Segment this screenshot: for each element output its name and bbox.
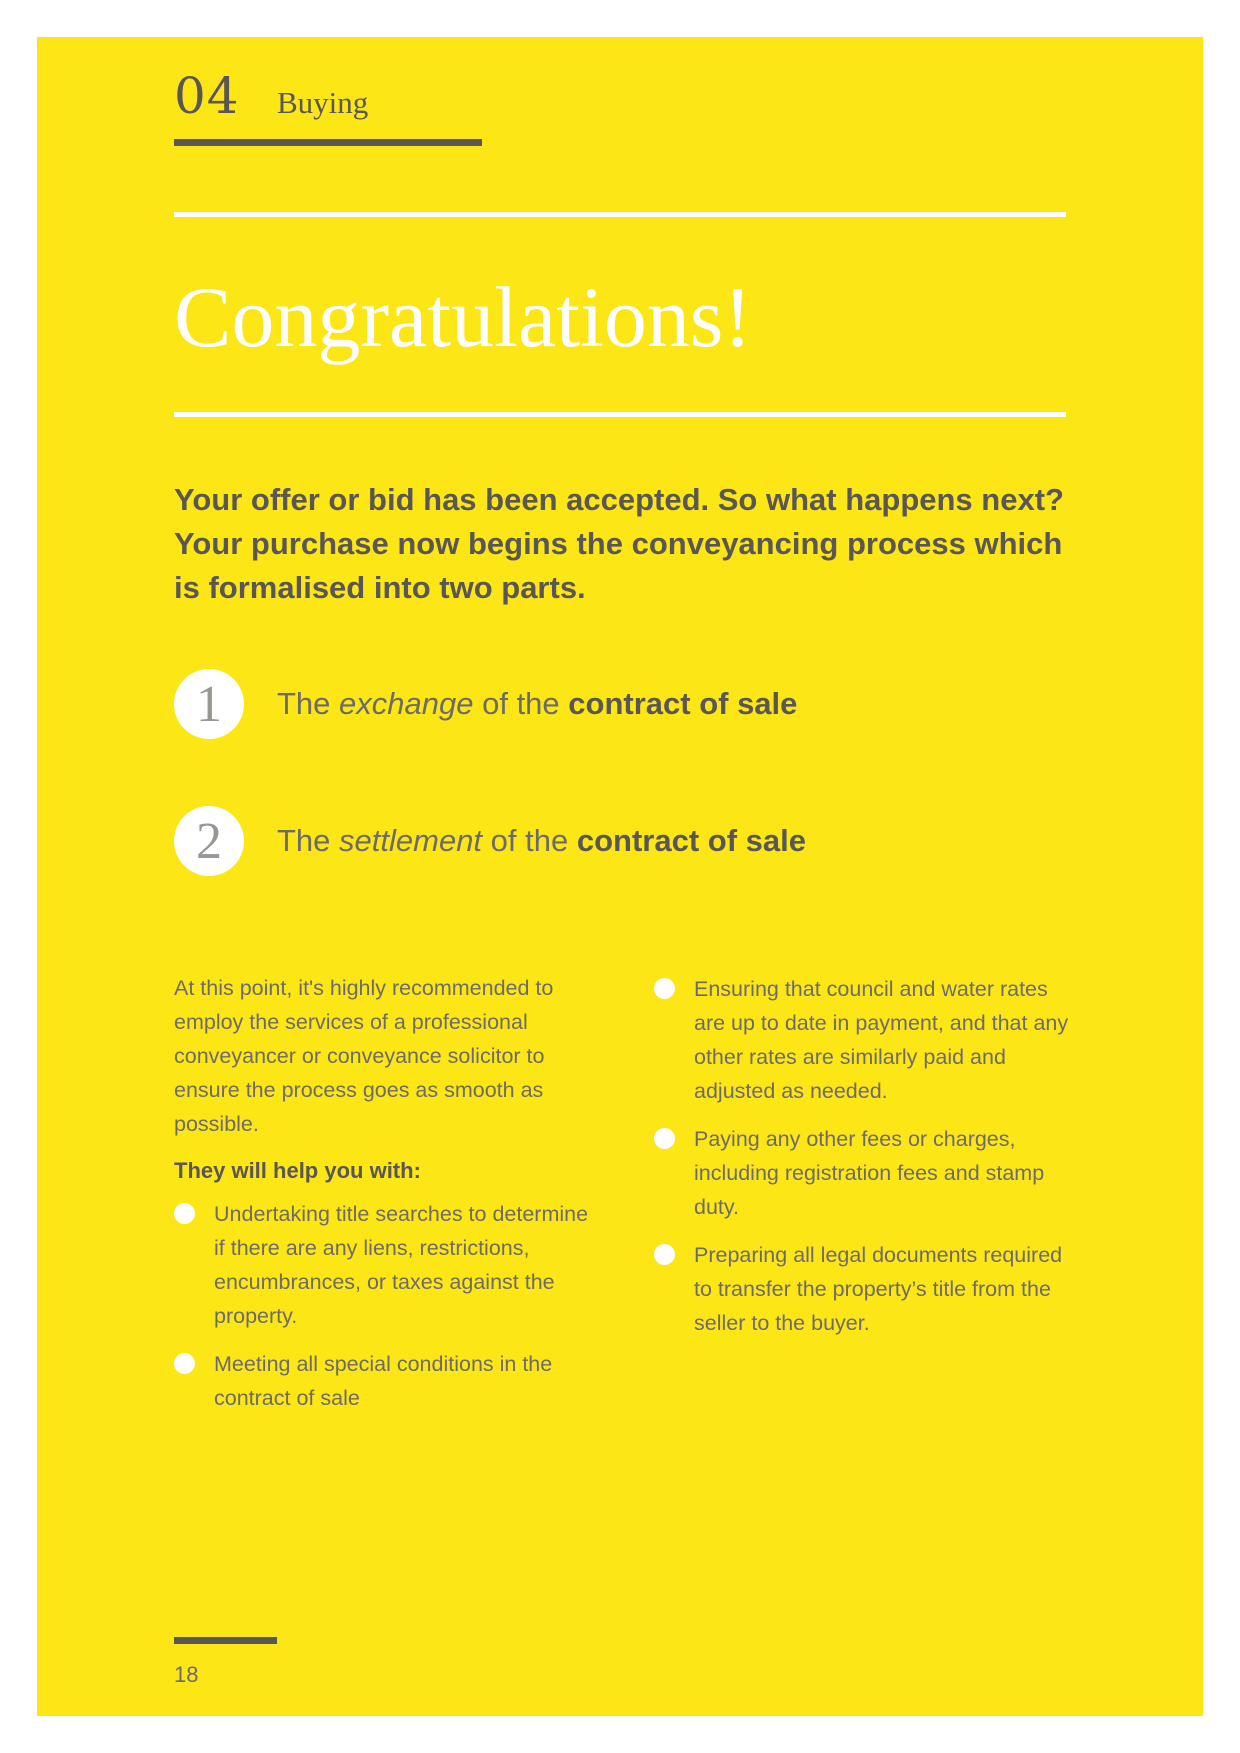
section-underline — [174, 139, 482, 146]
step-text — [277, 686, 797, 722]
brochure-page — [37, 37, 1203, 1716]
list-item — [174, 1347, 594, 1415]
list-item-text: Meeting all special conditions in the contract of sale — [214, 1352, 553, 1410]
body-paragraph: At this point, it's highly recommended to employ the services of a professional conveyancer or conveyance solicitor to ensure the process goes as smooth as possible. — [174, 976, 554, 1136]
left-column — [174, 971, 594, 1429]
step-text-emphasis: exchange — [339, 686, 474, 721]
step-text — [277, 823, 806, 859]
list-item — [654, 972, 1074, 1108]
step-item-1 — [174, 669, 797, 739]
section-number: 04 — [174, 67, 240, 125]
bullet-dot-icon — [654, 1244, 675, 1265]
step-text-strong: contract of sale — [568, 686, 798, 721]
right-column — [654, 972, 1074, 1354]
list-item-text: Preparing all legal documents required to transfer the property’s title from the seller to the buyer. — [694, 1243, 1063, 1335]
step-text-prefix: The — [277, 823, 340, 858]
bullet-dot-icon — [654, 978, 675, 999]
intro-text: Your offer or bid has been accepted. So what happens next? Your purchase now begins the conveyancing process which is formalised into two parts. — [174, 482, 1064, 605]
step-text-middle: of the — [473, 686, 569, 721]
step-number-badge: 2 — [174, 806, 244, 876]
bullet-list-left — [174, 1197, 594, 1415]
step-number-badge: 1 — [174, 669, 244, 739]
page-title: Congratulations! — [174, 269, 753, 365]
footer-rule — [174, 1637, 277, 1644]
bullet-dot-icon — [174, 1203, 195, 1224]
help-heading: They will help you with: — [174, 1158, 421, 1183]
list-item — [654, 1238, 1074, 1340]
list-item — [654, 1122, 1074, 1224]
step-text-middle: of the — [482, 823, 577, 858]
bullet-dot-icon — [174, 1353, 195, 1374]
step-text-prefix: The — [277, 686, 340, 721]
list-item-text: Paying any other fees or charges, including registration fees and stamp duty. — [694, 1127, 1045, 1219]
page-number: 18 — [174, 1662, 199, 1687]
bullet-list-right — [654, 972, 1074, 1340]
headline-rule-bottom — [174, 412, 1066, 417]
list-item-text: Undertaking title searches to determine if there are any liens, restrictions, encumbrances, or taxes against the property. — [214, 1202, 589, 1328]
step-text-emphasis: settlement — [339, 823, 483, 858]
step-item-2 — [174, 806, 806, 876]
list-item-text: Ensuring that council and water rates are up to date in payment, and that any other rates are similarly paid and adjusted as needed. — [694, 977, 1069, 1103]
section-label: Buying — [277, 85, 369, 120]
headline-rule-top — [174, 212, 1066, 217]
list-item — [174, 1197, 594, 1333]
step-text-strong: contract of sale — [576, 823, 806, 858]
bullet-dot-icon — [654, 1128, 675, 1149]
